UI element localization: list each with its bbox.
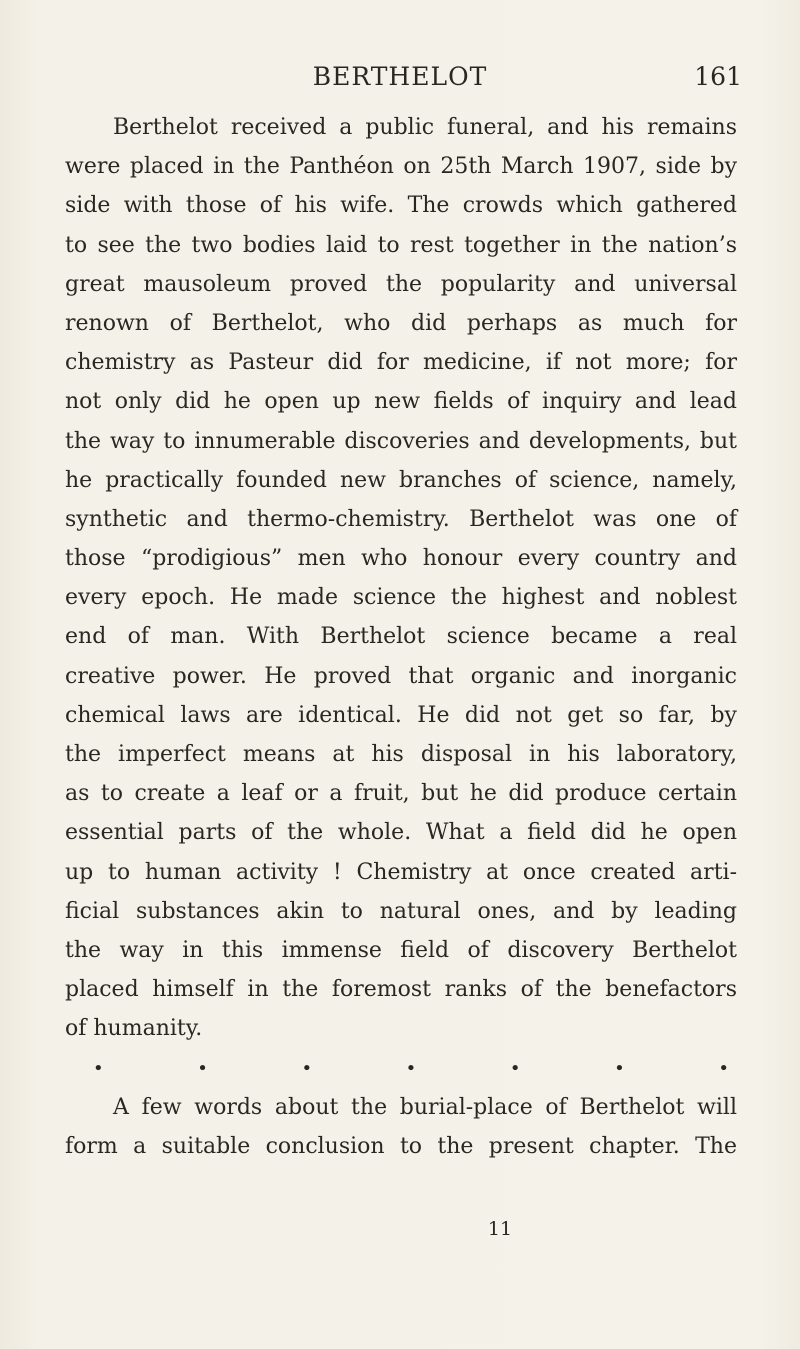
- text-line: placed himself in the foremost ranks of the benefactors: [65, 977, 737, 1003]
- text-line: of humanity.: [65, 1016, 203, 1042]
- text-line: synthetic and thermo-chemistry. Berthelot was one of: [65, 506, 737, 532]
- running-head: [0, 62, 800, 98]
- text-line: side with those of his wife. The crowds which gathered: [65, 193, 737, 219]
- text-line: he practically founded new branches of science, namely,: [65, 467, 737, 493]
- text-line: those “prodigious” men who honour every country and: [65, 546, 737, 572]
- text-line: the way to innumerable discoveries and developments, but: [65, 428, 737, 454]
- text-line: Berthelot received a public funeral, and his remains: [113, 115, 737, 140]
- text-line: ficial substances akin to natural ones, and by leading: [65, 898, 737, 924]
- paragraph-1: [65, 108, 737, 1049]
- section-break-dot: •: [718, 1057, 729, 1079]
- text-line: were placed in the Panthéon on 25th March 1907, side by: [65, 154, 737, 180]
- text-line: every epoch. He made science the highest and noblest: [65, 585, 737, 611]
- text-line: A few words about the burial-place of Berthelot will: [113, 1094, 737, 1120]
- text-line: as to create a leaf or a fruit, but he did produce certain: [65, 781, 737, 807]
- text-line: not only did he open up new fields of inquiry and lead: [65, 389, 737, 415]
- text-line: chemical laws are identical. He did not get so far, by: [65, 702, 737, 728]
- section-break-dot: •: [405, 1057, 417, 1079]
- text-line: essential parts of the whole. What a field did he open: [65, 820, 737, 846]
- text-line: chemistry as Pasteur did for medicine, if not more; for: [65, 350, 737, 376]
- section-break-dot: •: [614, 1057, 625, 1079]
- section-break-dot: •: [509, 1057, 521, 1079]
- text-line: form a suitable conclusion to the present chapter. The: [65, 1133, 737, 1159]
- section-break-dot: •: [301, 1057, 313, 1079]
- text-line: creative power. He proved that organic and inorganic: [65, 663, 737, 689]
- text-line: the way in this immense field of discovery Berthelot: [65, 937, 737, 963]
- text-line: renown of Berthelot, who did perhaps as much for: [65, 310, 737, 336]
- page-number: 161: [694, 62, 742, 91]
- running-title: BERTHELOT: [312, 62, 488, 91]
- text-line: up to human activity ! Chemistry at once created arti-: [65, 859, 737, 885]
- text-line: great mausoleum proved the popularity and universal: [65, 271, 737, 297]
- section-break-dot: •: [197, 1057, 208, 1079]
- signature-mark: 11: [487, 1218, 513, 1240]
- text-line: the imperfect means at his disposal in his laboratory,: [65, 742, 737, 767]
- body-text: [65, 108, 737, 1166]
- text-line: to see the two bodies laid to rest together in the nation’s: [65, 232, 737, 258]
- section-break-dot: •: [93, 1057, 104, 1079]
- section-break: [65, 1049, 737, 1088]
- text-line: end of man. With Berthelot science became a real: [65, 624, 737, 650]
- paragraph-2: [65, 1088, 737, 1166]
